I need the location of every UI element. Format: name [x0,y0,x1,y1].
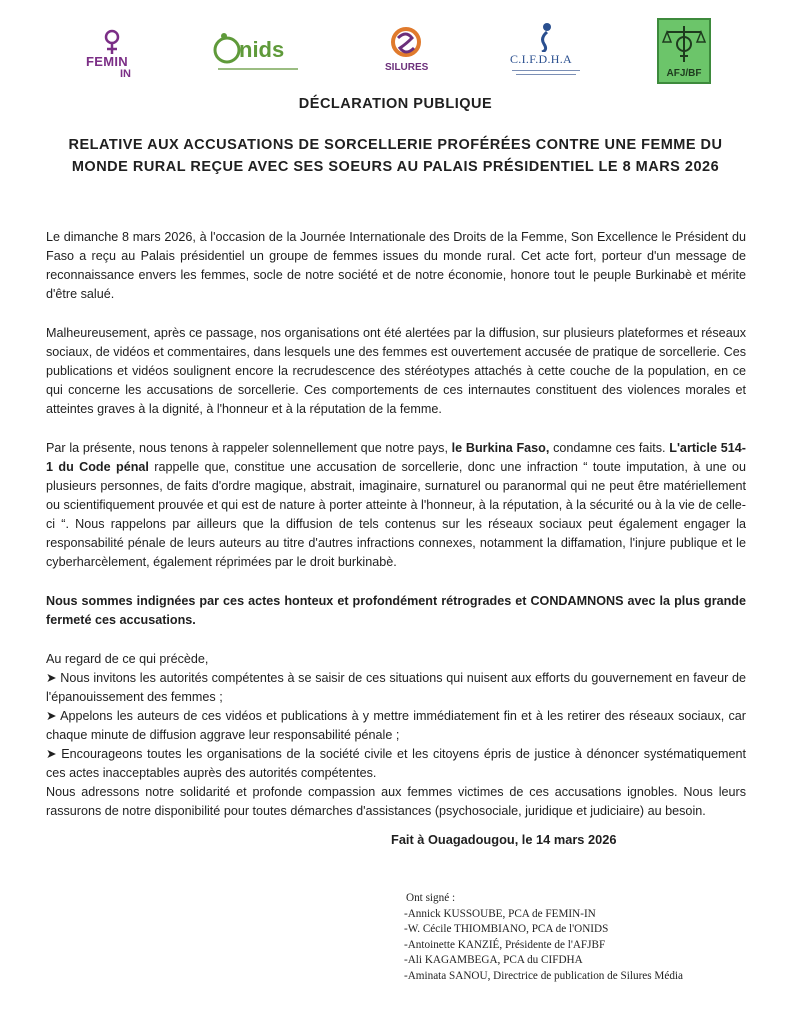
cifdha-figure-icon [536,22,556,52]
subtitle-line-1: RELATIVE AUX ACCUSATIONS DE SORCELLERIE PROFÉRÉES CONTRE UNE FEMME DU [68,137,723,153]
afjbf-logo [657,18,711,84]
signer: -Annick KUSSOUBE, PCA de FEMIN-IN [404,907,596,920]
logo-bar [0,18,791,88]
femin-in-logo [84,28,140,80]
signer: -Ali KAGAMBEGA, PCA du CIFDHA [404,954,583,967]
silures-logo-text: SILURES [385,62,429,73]
onids-tagline-line [218,68,298,70]
list-item: ➤ Encourageons toutes les organisations de la société civile et les citoyens épris de justice à dénoncer systématiquement ces actes inacceptables auprès des autorités compétentes. [46,747,746,780]
signer: -Aminata SANOU, Directrice de publication de Silures Média [404,969,683,982]
list-item: ➤ Appelons les auteurs de ces vidéos et publications à y mettre immédiatement fin et à les retirer des réseaux sociaux, car chaque minute de diffusion aggrave leur responsabilité pénale ; [46,709,746,742]
paragraph-solidarity: Nous adressons notre solidarité et profonde compassion aux femmes victimes de ces accusations ignobles. Nous leurs rassurons de notre disponibilité pour toutes démarches d'assistances (psychosociale, juridique et judiciaire) au besoin. [46,785,746,818]
signer: -W. Cécile THIOMBIANO, PCA de l'ONIDS [404,923,609,936]
femin-logo-text-in: IN [120,68,131,80]
legal-text-c: condamne ces faits. [549,441,670,455]
cifdha-logo [506,22,586,82]
list-item: ➤ Nous invitons les autorités compétentes à se saisir de ces situations qui nuisent aux efforts du gouvernement en faveur de l'épanouissement des femmes ; [46,671,746,704]
paragraph-legal [46,439,746,572]
femin-logo-text: FEMIN [86,54,128,69]
place-date: Fait à Ouagadougou, le 14 mars 2026 [391,832,617,847]
condemnation-text: Nous sommes indignées par ces actes honteux et profondément rétrogrades et CONDAMNONS avec la plus grande fermeté ces accusations. [46,594,746,627]
legal-text-e: rappelle que, constitue une accusation de sorcellerie, donc une infraction “ toute imputation, à une ou plusieurs personnes, de faits d'ordre magique, abstrait, imaginaire, surnaturel ou paranormal qui ne peut être matériellement ou scientifiquement prouvée et qui est de nature à porter atteinte à l'honneur, à la réputation, à la sécurité ou à la vie de celle-ci “. Nous rappelons par ailleurs que la diffusion de tels contenus sur les réseaux sociaux peut également engager la responsabilité pénale de leurs auteurs au titre d'autres infractions connexes, notamment la diffamation, l'injure publique et le cyberharcèlement, également réprimées par le droit burkinabè. [46,460,747,569]
onids-logo [212,32,300,72]
onids-logo-text: nids [239,37,285,62]
signed-label: Ont signé : [406,892,456,904]
signatories [404,891,683,985]
legal-country: le Burkina Faso, [451,441,550,455]
signer: -Antoinette KANZIÉ, Présidente de l'AFJBF [404,938,606,951]
silures-logo [376,24,436,84]
afjbf-logo-text: AFJ/BF [666,68,702,79]
silures-swirl-icon [376,24,436,64]
document-title: DÉCLARATION PUBLIQUE [298,96,493,112]
legal-text-a: Par la présente, nous tenons à rappeler solennellement que notre pays, [46,441,452,455]
paragraph-condemnation [46,592,746,630]
document-subtitle [40,134,751,178]
paragraph-intro-list: Au regard de ce qui précède, [46,652,209,666]
afjbf-scales-icon [659,22,709,70]
cifdha-tagline-line [512,70,580,71]
subtitle-line-2: MONDE RURAL REÇUE AVEC SES SOEURS AU PALAIS PRÉSIDENTIEL LE 8 MARS 2026 [71,159,720,175]
cifdha-logo-text: C.I.F.D.H.A [510,52,573,66]
paragraph-alert: Malheureusement, après ce passage, nos organisations ont été alertées par la diffusion, sur plusieurs plateformes et réseaux sociaux, de vidéos et commentaires, dans lesquels une des femmes est ouvertement accusée de pratique de sorcellerie. Ces publications et vidéos soulignent encore la recrudescence des stéréotypes attachés à cette couche de la population, en ce qui concerne les accusations de sorcellerie. Ces comportements de ces internautes constituent des violences morales et atteintes graves à la dignité, à l'honneur et à la réputation de la femme. [46,326,746,416]
onids-o-icon [212,32,242,66]
paragraph-intro: Le dimanche 8 mars 2026, à l'occasion de la Journée Internationale des Droits de la Femme, Son Excellence le Président du Faso a reçu au Palais présidentiel un groupe de femmes issues du monde rural. Cet acte fort, porteur d'un message de reconnaissance envers les femmes, socle de notre société et de notre économie, honore tout le peuple Burkinabè et mérite d'être salué. [46,230,746,301]
declaration-body [46,228,746,821]
legal-article: L'article 514-1 du Code pénal [46,441,746,474]
cifdha-tagline-line-2 [516,74,576,75]
